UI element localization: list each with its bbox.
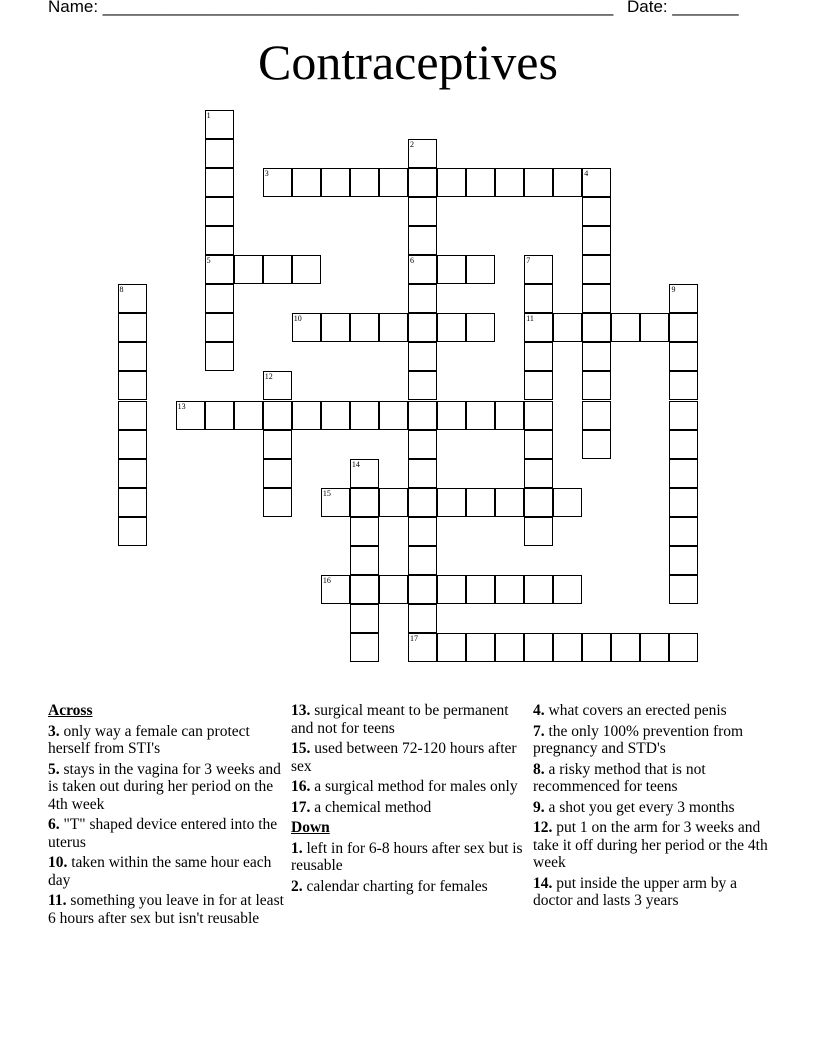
- clue-down-14: [533, 875, 773, 910]
- crossword-cell[interactable]: [408, 633, 437, 662]
- crossword-cell[interactable]: [321, 168, 350, 197]
- crossword-cell[interactable]: [437, 633, 466, 662]
- crossword-cell[interactable]: [205, 139, 234, 168]
- crossword-cell[interactable]: [524, 284, 553, 313]
- crossword-cell[interactable]: [205, 401, 234, 430]
- cell-number: 10: [293, 314, 302, 324]
- crossword-cell[interactable]: [437, 575, 466, 604]
- crossword-cell[interactable]: [263, 168, 292, 197]
- crossword-cell[interactable]: [582, 371, 611, 400]
- crossword-cell[interactable]: [379, 313, 408, 342]
- cell-number: 5: [206, 256, 211, 266]
- crossword-cell[interactable]: [350, 604, 379, 633]
- clue-across-17: [291, 799, 527, 817]
- crossword-cell[interactable]: [379, 488, 408, 517]
- clue-down-9: [533, 799, 773, 817]
- crossword-cell[interactable]: [524, 371, 553, 400]
- clue-number: 6.: [48, 816, 60, 833]
- clue-number: 4.: [533, 702, 545, 719]
- crossword-cell[interactable]: [205, 168, 234, 197]
- crossword-cell[interactable]: [408, 604, 437, 633]
- crossword-cell[interactable]: [524, 517, 553, 546]
- clues-column-1: [48, 702, 286, 930]
- crossword-cell[interactable]: [350, 575, 379, 604]
- clue-across-11: [48, 892, 286, 927]
- crossword-cell[interactable]: [437, 168, 466, 197]
- cell-number: 1: [206, 111, 211, 120]
- crossword-cell[interactable]: [292, 401, 321, 430]
- crossword-cell[interactable]: [263, 255, 292, 284]
- cell-number: 15: [322, 488, 331, 498]
- crossword-cell[interactable]: [582, 197, 611, 226]
- crossword-cell[interactable]: [118, 459, 147, 488]
- crossword-cell[interactable]: [640, 633, 669, 662]
- clue-text: the only 100% prevention from pregnancy and STD's: [533, 722, 744, 757]
- crossword-cell[interactable]: [176, 401, 205, 430]
- clue-down-1: [291, 840, 527, 875]
- crossword-cell[interactable]: [437, 401, 466, 430]
- crossword-cell[interactable]: [466, 313, 495, 342]
- crossword-cell[interactable]: [408, 284, 437, 313]
- crossword-cell[interactable]: [205, 284, 234, 313]
- crossword-cell[interactable]: [408, 226, 437, 255]
- crossword-cell[interactable]: [321, 488, 350, 517]
- crossword-cell[interactable]: [321, 313, 350, 342]
- cell-number: 2: [410, 140, 414, 150]
- crossword-cell[interactable]: [524, 488, 553, 517]
- crossword-cell[interactable]: [205, 255, 234, 284]
- clue-number: 1.: [291, 839, 303, 857]
- clue-text: "T" shaped device entered into the uterus: [48, 816, 278, 851]
- clue-down-2: [291, 878, 527, 896]
- crossword-cell[interactable]: [205, 197, 234, 226]
- crossword-cell[interactable]: [466, 488, 495, 517]
- crossword-cell[interactable]: [408, 342, 437, 371]
- clue-number: 5.: [48, 760, 60, 778]
- crossword-cell[interactable]: [408, 139, 437, 168]
- crossword-cell[interactable]: [408, 371, 437, 400]
- crossword-cell[interactable]: [669, 488, 698, 517]
- crossword-cell[interactable]: [321, 401, 350, 430]
- clue-down-4: [533, 702, 773, 720]
- crossword-cell[interactable]: [408, 430, 437, 459]
- clue-across-16: [291, 778, 527, 796]
- clue-across-3: [48, 723, 286, 758]
- crossword-cell[interactable]: [408, 255, 437, 284]
- crossword-cell[interactable]: [582, 313, 611, 342]
- crossword-cell[interactable]: [611, 633, 640, 662]
- clue-across-5: [48, 761, 286, 814]
- clue-text: taken within the same hour each day: [48, 854, 272, 889]
- crossword-cell[interactable]: [350, 546, 379, 575]
- crossword-cell[interactable]: [524, 430, 553, 459]
- crossword-cell[interactable]: [408, 459, 437, 488]
- crossword-cell[interactable]: [234, 255, 263, 284]
- crossword-cell[interactable]: [437, 488, 466, 517]
- crossword-cell[interactable]: [669, 430, 698, 459]
- crossword-cell[interactable]: [495, 633, 524, 662]
- cell-number: 7: [526, 256, 531, 266]
- crossword-cell[interactable]: [524, 313, 553, 342]
- crossword-cell[interactable]: [669, 342, 698, 371]
- crossword-cell[interactable]: [263, 488, 292, 517]
- crossword-cell[interactable]: [118, 342, 147, 371]
- crossword-cell[interactable]: [205, 313, 234, 342]
- clue-number: 15.: [291, 740, 311, 757]
- crossword-cell[interactable]: [466, 168, 495, 197]
- clue-text: a surgical method for males only: [310, 778, 518, 795]
- crossword-cell[interactable]: [408, 168, 437, 197]
- clue-number: 8.: [533, 760, 545, 778]
- crossword-cell[interactable]: [118, 371, 147, 400]
- crossword-cell[interactable]: [263, 371, 292, 400]
- clue-number: 2.: [291, 877, 303, 895]
- crossword-cell[interactable]: [553, 633, 582, 662]
- crossword-cell[interactable]: [350, 633, 379, 662]
- clue-text: put 1 on the arm for 3 weeks and take it off during her period or the 4th week: [533, 819, 768, 871]
- clue-across-15: [291, 740, 527, 775]
- crossword-cell[interactable]: [350, 313, 379, 342]
- crossword-cell[interactable]: [379, 575, 408, 604]
- clue-text: what covers an erected penis: [544, 702, 727, 719]
- cell-number: 14: [351, 459, 360, 469]
- cell-number: 6: [410, 256, 414, 266]
- crossword-cell[interactable]: [408, 575, 437, 604]
- crossword-cell[interactable]: [263, 459, 292, 488]
- crossword-cell[interactable]: [524, 575, 553, 604]
- crossword-cell[interactable]: [582, 633, 611, 662]
- clue-text: stays in the vagina for 3 weeks and is taken out during her period on the 4th week: [48, 760, 281, 813]
- crossword-cell[interactable]: [524, 401, 553, 430]
- crossword-cell[interactable]: [350, 401, 379, 430]
- clue-number: 7.: [533, 722, 545, 740]
- clue-number: 3.: [48, 722, 60, 740]
- crossword-cell[interactable]: [408, 517, 437, 546]
- crossword-cell[interactable]: [466, 575, 495, 604]
- clue-down-8: [533, 761, 773, 796]
- crossword-cell[interactable]: [553, 575, 582, 604]
- cell-number: 8: [119, 285, 124, 295]
- crossword-cell[interactable]: [350, 459, 379, 488]
- crossword-cell[interactable]: [582, 401, 611, 430]
- crossword-cell[interactable]: [495, 575, 524, 604]
- cell-number: 3: [264, 169, 269, 179]
- clue-across-6: [48, 816, 286, 851]
- crossword-cell[interactable]: [350, 517, 379, 546]
- cell-number: 11: [526, 314, 534, 324]
- clues-column-3: [533, 702, 773, 913]
- crossword-cell[interactable]: [669, 633, 698, 662]
- page-title: Contraceptives: [258, 34, 558, 90]
- crossword-cell[interactable]: [118, 517, 147, 546]
- crossword-cell[interactable]: [669, 575, 698, 604]
- crossword-cell[interactable]: [437, 255, 466, 284]
- cell-number: 13: [177, 401, 186, 411]
- cell-number: 16: [322, 575, 331, 585]
- crossword-cell[interactable]: [408, 546, 437, 575]
- cell-number: 12: [264, 372, 273, 382]
- crossword-cell[interactable]: [524, 633, 553, 662]
- crossword-cell[interactable]: [553, 168, 582, 197]
- cell-number: 17: [410, 633, 418, 643]
- crossword-cell[interactable]: [118, 284, 147, 313]
- clue-number: 16.: [291, 778, 311, 795]
- crossword-cell[interactable]: [495, 168, 524, 197]
- crossword-cell[interactable]: [379, 401, 408, 430]
- crossword-cell[interactable]: [292, 168, 321, 197]
- crossword-cell[interactable]: [495, 401, 524, 430]
- crossword-cell[interactable]: [263, 430, 292, 459]
- crossword-cell[interactable]: [350, 168, 379, 197]
- crossword-cell[interactable]: [582, 226, 611, 255]
- crossword-cell[interactable]: [234, 401, 263, 430]
- crossword-cell[interactable]: [553, 313, 582, 342]
- crossword-cell[interactable]: [466, 401, 495, 430]
- clue-number: 9.: [533, 798, 545, 816]
- crossword-cell[interactable]: [611, 313, 640, 342]
- crossword-cell[interactable]: [408, 488, 437, 517]
- crossword-cell[interactable]: [408, 197, 437, 226]
- clue-across-13: [291, 702, 527, 737]
- crossword-cell[interactable]: [669, 459, 698, 488]
- crossword-cell[interactable]: [350, 488, 379, 517]
- clue-text: surgical meant to be permanent and not for teens: [291, 702, 509, 737]
- crossword-cell[interactable]: [495, 488, 524, 517]
- crossword-cell[interactable]: [292, 255, 321, 284]
- cell-number: 4: [584, 169, 589, 179]
- crossword-cell[interactable]: [669, 371, 698, 400]
- clue-text: only way a female can protect herself from STI's: [48, 722, 250, 757]
- crossword-cell[interactable]: [524, 168, 553, 197]
- clue-text: something you leave in for at least 6 hours after sex but isn't reusable: [48, 892, 284, 927]
- crossword-cell[interactable]: [118, 313, 147, 342]
- crossword-cell[interactable]: [669, 313, 698, 342]
- crossword-cell[interactable]: [582, 284, 611, 313]
- crossword-cell[interactable]: [524, 255, 553, 284]
- down-heading: Down: [291, 819, 330, 836]
- clue-text: a shot you get every 3 months: [544, 798, 735, 816]
- clue-text: put inside the upper arm by a doctor and lasts 3 years: [533, 874, 738, 909]
- crossword-cell[interactable]: [466, 255, 495, 284]
- clue-across-10: [48, 854, 286, 889]
- clue-text: a chemical method: [310, 798, 432, 816]
- clues-column-2: [291, 702, 527, 898]
- crossword-cell[interactable]: [205, 226, 234, 255]
- crossword-cell[interactable]: [205, 110, 234, 139]
- crossword-cell[interactable]: [205, 342, 234, 371]
- clue-text: left in for 6-8 hours after sex but is reusable: [291, 839, 523, 874]
- crossword-cell[interactable]: [669, 546, 698, 575]
- clue-number: 10.: [48, 854, 68, 871]
- crossword-cell[interactable]: [263, 401, 292, 430]
- crossword-cell[interactable]: [669, 401, 698, 430]
- crossword-cell[interactable]: [408, 313, 437, 342]
- crossword-cell[interactable]: [524, 459, 553, 488]
- crossword-cell[interactable]: [379, 168, 408, 197]
- clue-number: 14.: [533, 874, 553, 892]
- name-field-label: Name: ______________________________________________________: [48, 0, 614, 16]
- crossword-cell[interactable]: [582, 430, 611, 459]
- clue-number: 17.: [291, 798, 311, 816]
- clue-number: 12.: [533, 819, 553, 836]
- crossword-cell[interactable]: [292, 313, 321, 342]
- crossword-cell[interactable]: [466, 633, 495, 662]
- across-heading: Across: [48, 702, 93, 719]
- clue-text: used between 72-120 hours after sex: [291, 740, 517, 775]
- cell-number: 9: [671, 285, 676, 295]
- crossword-cell[interactable]: [582, 168, 611, 197]
- clue-number: 11.: [48, 892, 67, 909]
- crossword-cell[interactable]: [408, 401, 437, 430]
- clue-text: calendar charting for females: [302, 877, 488, 895]
- clue-down-12: [533, 819, 773, 872]
- clue-down-7: [533, 723, 773, 758]
- crossword-cell[interactable]: [118, 488, 147, 517]
- crossword-cell[interactable]: [669, 517, 698, 546]
- crossword-cell[interactable]: [437, 313, 466, 342]
- crossword-cell[interactable]: [553, 488, 582, 517]
- crossword-cell[interactable]: [118, 401, 147, 430]
- crossword-cell[interactable]: [640, 313, 669, 342]
- date-field-label: Date: _______: [627, 0, 739, 16]
- crossword-cell[interactable]: [321, 575, 350, 604]
- crossword-cell[interactable]: [669, 284, 698, 313]
- clue-number: 13.: [291, 702, 311, 719]
- clue-text: a risky method that is not recommenced for teens: [533, 760, 706, 795]
- crossword-cell[interactable]: [582, 342, 611, 371]
- crossword-cell[interactable]: [118, 430, 147, 459]
- crossword-cell[interactable]: [524, 342, 553, 371]
- crossword-cell[interactable]: [582, 255, 611, 284]
